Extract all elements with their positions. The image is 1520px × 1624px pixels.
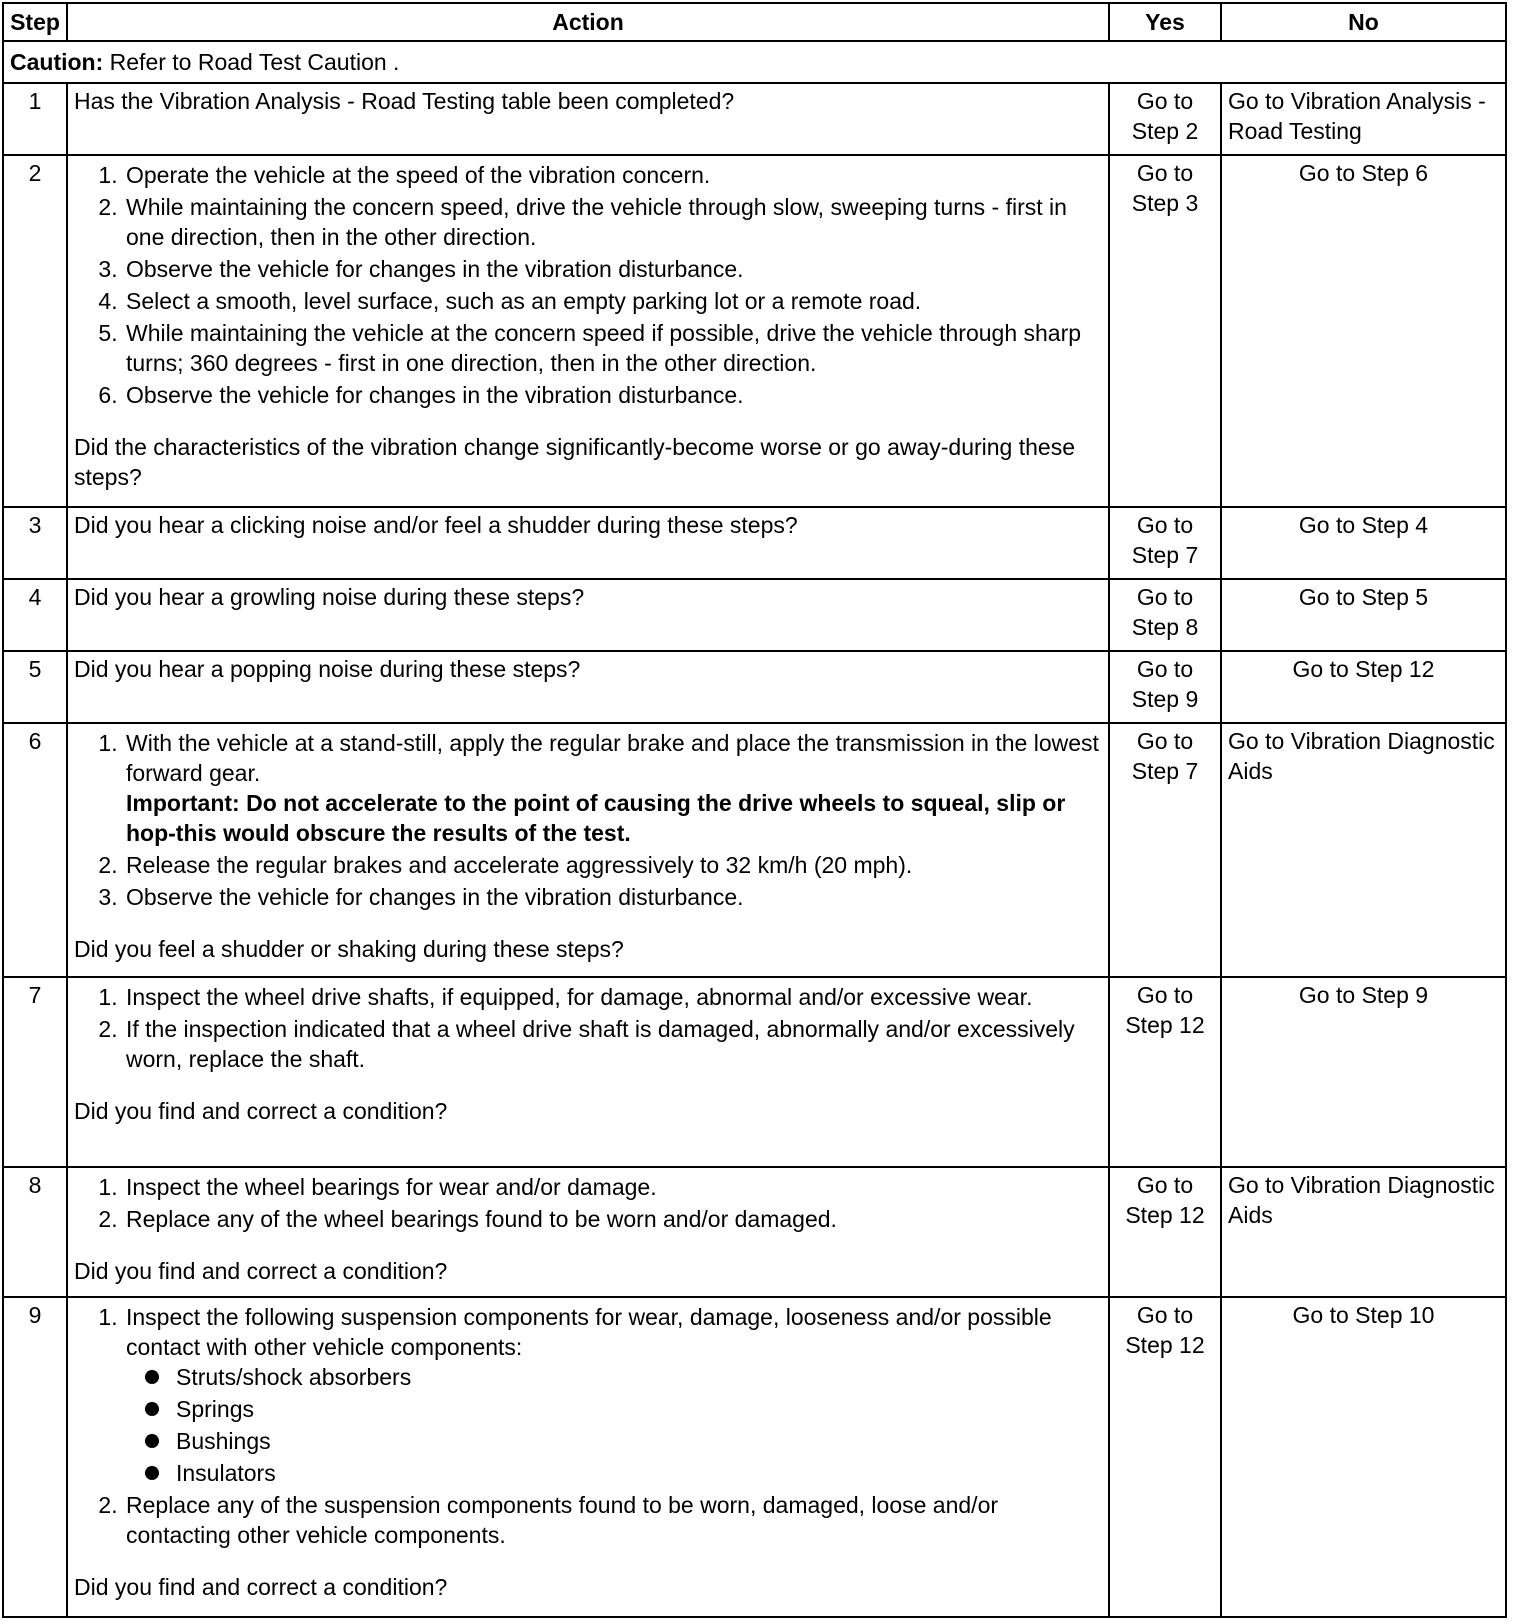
header-step: Step — [3, 3, 67, 41]
yes-link[interactable]: Go to Step 7 — [1109, 723, 1221, 977]
no-link[interactable]: Go to Step 9 — [1221, 977, 1506, 1167]
step-number: 6 — [3, 723, 67, 977]
action-steps-list — [74, 1172, 1102, 1234]
action-step: 5. While maintaining the vehicle at the concern speed if possible, drive the vehicle through sharp turns; 360 degrees - first in one direction, then in the other direction. — [124, 318, 1102, 378]
action-cell — [67, 1297, 1109, 1617]
action-steps-list — [74, 160, 1102, 410]
step-number: 7 — [3, 977, 67, 1167]
important-note: Important: Do not accelerate to the point of causing the drive wheels to squeal, slip or hop-this would obscure the results of the test. — [126, 790, 1066, 846]
step-row-8 — [3, 1167, 1506, 1297]
step-number: 2 — [3, 155, 67, 507]
diagnostic-table-container — [2, 2, 1507, 1618]
action-step: 1. Operate the vehicle at the speed of the vibration concern. — [124, 160, 1102, 190]
action-step: 2. Replace any of the wheel bearings found to be worn and/or damaged. — [124, 1204, 1102, 1234]
step-number: 4 — [3, 579, 67, 651]
action-step: 6. Observe the vehicle for changes in the vibration disturbance. — [124, 380, 1102, 410]
yes-link[interactable]: Go to Step 9 — [1109, 651, 1221, 723]
no-link[interactable]: Go to Step 4 — [1221, 507, 1506, 579]
step-question: Did you find and correct a condition? — [74, 1258, 448, 1284]
step-row-3 — [3, 507, 1506, 579]
yes-link[interactable]: Go to Step 3 — [1109, 155, 1221, 507]
yes-link[interactable]: Go to Step 7 — [1109, 507, 1221, 579]
action-steps-list — [74, 982, 1102, 1074]
caution-row — [3, 41, 1506, 83]
caution-label: Caution: — [10, 49, 104, 75]
action-cell — [67, 651, 1109, 723]
step-row-9 — [3, 1297, 1506, 1617]
yes-link[interactable]: Go to Step 12 — [1109, 977, 1221, 1167]
no-link[interactable]: Go to Vibration Diagnostic Aids — [1221, 723, 1506, 977]
step-row-1 — [3, 83, 1506, 155]
step-number: 8 — [3, 1167, 67, 1297]
action-cell — [67, 83, 1109, 155]
action-step: 2. Replace any of the suspension components found to be worn, damaged, loose and/or contacting other vehicle components. — [124, 1490, 1102, 1550]
no-link[interactable]: Go to Step 12 — [1221, 651, 1506, 723]
step-question: Did you find and correct a condition? — [74, 1574, 448, 1600]
action-step: 3. Observe the vehicle for changes in the vibration disturbance. — [124, 882, 1102, 912]
caution-text: Refer to Road Test Caution . — [103, 49, 400, 75]
step-number: 3 — [3, 507, 67, 579]
diagnostic-table — [2, 2, 1507, 1618]
action-cell — [67, 507, 1109, 579]
bullet-item: Springs — [176, 1394, 1102, 1424]
yes-link[interactable]: Go to Step 12 — [1109, 1167, 1221, 1297]
step-question: Did the characteristics of the vibration change significantly-become worse or go away-during these steps? — [74, 434, 1076, 490]
component-bullet-list — [126, 1362, 1102, 1488]
action-step: 2. While maintaining the concern speed, drive the vehicle through slow, sweeping turns - first in one direction, then in the other direction. — [124, 192, 1102, 252]
header-row — [3, 3, 1506, 41]
action-step: 3. Observe the vehicle for changes in the vibration disturbance. — [124, 254, 1102, 284]
bullet-item: Insulators — [176, 1458, 1102, 1488]
step-row-5 — [3, 651, 1506, 723]
step-question: Did you hear a clicking noise and/or feel a shudder during these steps? — [74, 512, 798, 538]
step-question: Did you hear a popping noise during these steps? — [74, 656, 581, 682]
no-link[interactable]: Go to Vibration Diagnostic Aids — [1221, 1167, 1506, 1297]
action-cell — [67, 579, 1109, 651]
action-step — [124, 1302, 1102, 1488]
action-cell — [67, 723, 1109, 977]
header-action: Action — [67, 3, 1109, 41]
step-question: Did you hear a growling noise during these steps? — [74, 584, 585, 610]
bullet-item: Struts/shock absorbers — [176, 1362, 1102, 1392]
step-number: 9 — [3, 1297, 67, 1617]
step-row-7 — [3, 977, 1506, 1167]
bullet-item: Bushings — [176, 1426, 1102, 1456]
action-step: 1. Inspect the wheel bearings for wear and/or damage. — [124, 1172, 1102, 1202]
no-link[interactable]: Go to Step 5 — [1221, 579, 1506, 651]
caution-cell — [3, 41, 1506, 83]
action-cell — [67, 977, 1109, 1167]
action-steps-list — [74, 728, 1102, 912]
no-link[interactable]: Go to Step 10 — [1221, 1297, 1506, 1617]
step-number: 5 — [3, 651, 67, 723]
step-row-6 — [3, 723, 1506, 977]
action-step: 4. Select a smooth, level surface, such as an empty parking lot or a remote road. — [124, 286, 1102, 316]
yes-link[interactable]: Go to Step 2 — [1109, 83, 1221, 155]
no-link[interactable]: Go to Vibration Analysis - Road Testing — [1221, 83, 1506, 155]
action-step — [124, 728, 1102, 848]
action-steps-list — [74, 1302, 1102, 1550]
no-link[interactable]: Go to Step 6 — [1221, 155, 1506, 507]
action-cell — [67, 1167, 1109, 1297]
step-question: Did you feel a shudder or shaking during these steps? — [74, 936, 624, 962]
action-step: 2. Release the regular brakes and accelerate aggressively to 32 km/h (20 mph). — [124, 850, 1102, 880]
header-yes: Yes — [1109, 3, 1221, 41]
step-row-2 — [3, 155, 1506, 507]
yes-link[interactable]: Go to Step 8 — [1109, 579, 1221, 651]
step-question: Has the Vibration Analysis - Road Testing table been completed? — [74, 88, 735, 114]
header-no: No — [1221, 3, 1506, 41]
action-step-text: Inspect the following suspension components for wear, damage, looseness and/or possible contact with other vehicle components: — [126, 1304, 1052, 1360]
step-number: 1 — [3, 83, 67, 155]
action-cell — [67, 155, 1109, 507]
action-step: 1. Inspect the wheel drive shafts, if equipped, for damage, abnormal and/or excessive wear. — [124, 982, 1102, 1012]
step-question: Did you find and correct a condition? — [74, 1098, 448, 1124]
action-step: 2. If the inspection indicated that a wheel drive shaft is damaged, abnormally and/or excessively worn, replace the shaft. — [124, 1014, 1102, 1074]
action-step-text: With the vehicle at a stand-still, apply the regular brake and place the transmission in the lowest forward gear. — [126, 730, 1099, 786]
step-row-4 — [3, 579, 1506, 651]
yes-link[interactable]: Go to Step 12 — [1109, 1297, 1221, 1617]
